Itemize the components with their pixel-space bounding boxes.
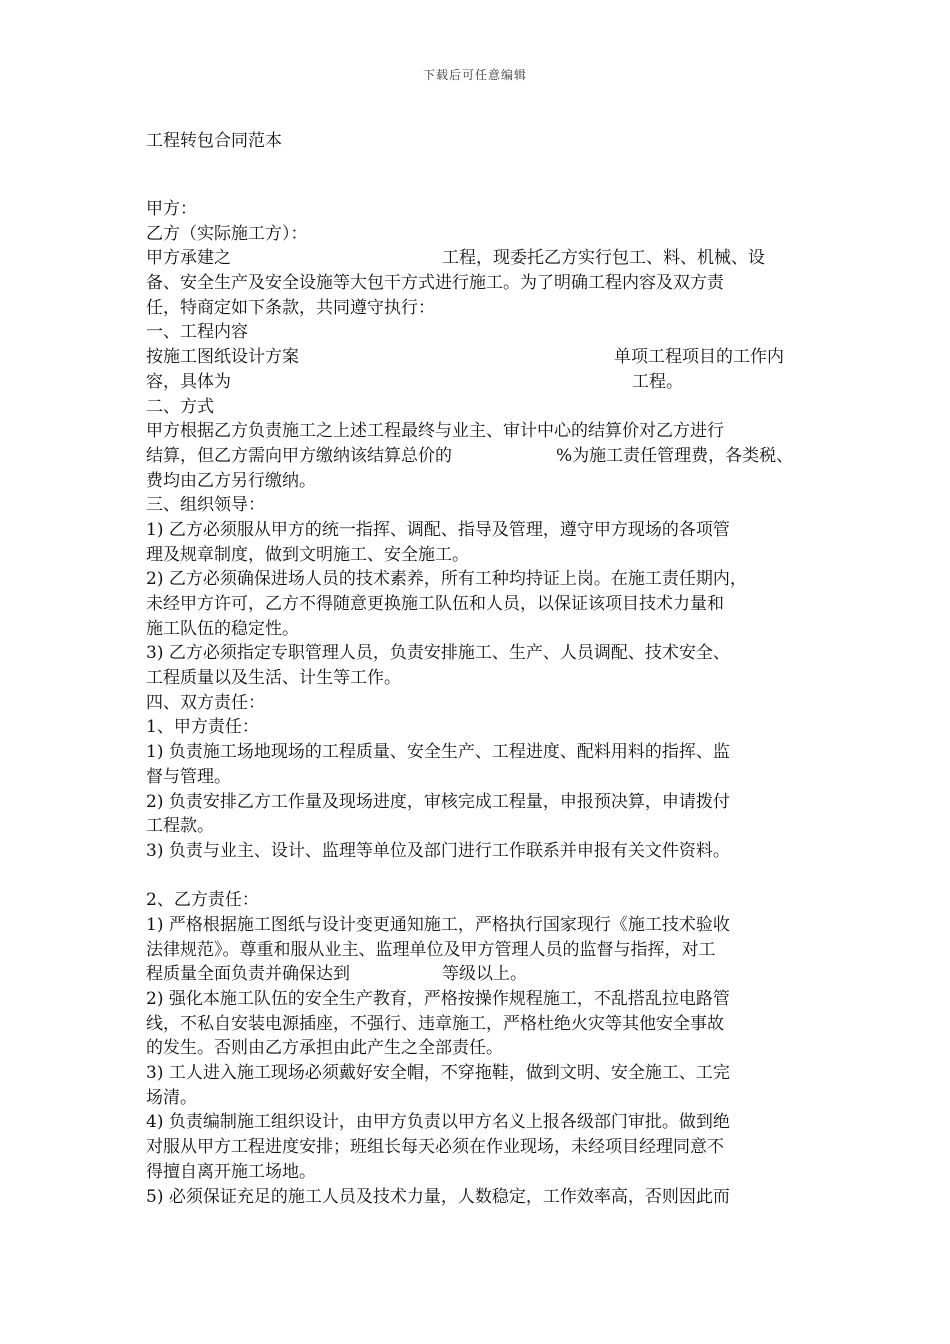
paragraph-line: 线，不私自安装电源插座，不强行、违章施工，严格杜绝火灾等其他安全事故	[146, 1013, 724, 1034]
paragraph-line	[146, 444, 816, 469]
paragraph-line	[146, 962, 816, 987]
section-heading: 二、方式	[146, 396, 214, 417]
document-body	[146, 197, 816, 1209]
paragraph-line: 3) 负责与业主、设计、监理等单位及部门进行工作联系并申报有关文件资料。	[146, 840, 730, 861]
paragraph-line: 1) 乙方必须服从甲方的统一指挥、调配、指导及管理，遵守甲方现场的各项管	[146, 519, 730, 540]
subsection-heading: 2、乙方责任：	[146, 890, 259, 911]
paragraph-line: 未经甲方许可，乙方不得随意更换施工队伍和人员，以保证该项目技术力量和	[146, 594, 724, 614]
text-fragment: 工程，现委托乙方实行包工、料、机械、设	[442, 248, 765, 269]
page-header: 下载后可任意编辑	[422, 68, 527, 82]
paragraph-line: 法律规范》。尊重和服从业主、监理单位及甲方管理人员的监督与指挥，对工	[146, 939, 716, 960]
document-title: 工程转包合同范本	[146, 131, 282, 151]
paragraph-line: 工程款。	[146, 816, 214, 837]
paragraph-line: 费均由乙方另行缴纳。	[146, 470, 316, 491]
paragraph-line: 5) 必须保证充足的施工人员及技术力量，人数稳定，工作效率高，否则因此而	[146, 1186, 730, 1207]
paragraph-line: 3) 乙方必须指定专职管理人员，负责安排施工、生产、人员调配、技术安全、	[146, 643, 730, 664]
intro-line	[146, 246, 816, 271]
section-heading: 四、双方责任：	[146, 692, 265, 713]
party-a-line: 甲方：	[146, 199, 197, 219]
paragraph-line: 2) 强化本施工队伍的安全生产教育，严格按操作规程施工，不乱搭乱拉电路管	[146, 989, 730, 1009]
paragraph-line: 1) 严格根据施工图纸与设计变更通知施工，严格执行国家现行《施工技术验收	[146, 914, 730, 935]
text-fragment: 按施工图纸设计方案	[146, 347, 299, 368]
party-b-line: 乙方（实际施工方）：	[146, 223, 308, 244]
paragraph-line: 甲方根据乙方负责施工之上述工程最终与业主、审计中心的结算价对乙方进行	[146, 421, 724, 442]
text-fragment: 甲方承建之	[146, 248, 231, 269]
text-fragment: 单项工程项目的工作内	[614, 347, 784, 368]
subsection-heading: 1、甲方责任：	[146, 717, 259, 738]
section-heading: 三、组织领导：	[146, 495, 265, 516]
intro-line: 任，特商定如下条款，共同遵守执行：	[146, 297, 435, 318]
paragraph-line: 场清。	[146, 1087, 197, 1108]
section-heading: 一、工程内容	[146, 322, 248, 343]
paragraph-line: 4) 负责编制施工组织设计，由甲方负责以甲方名义上报各级部门审批。做到绝	[146, 1112, 730, 1133]
text-fragment: 结算，但乙方需向甲方缴纳该结算总价的	[146, 445, 452, 466]
text-fragment: %为施工责任管理费，各类税、	[556, 445, 794, 466]
paragraph-line: 对服从甲方工程进度安排；班组长每天必须在作业现场，未经项目经理同意不	[146, 1137, 724, 1158]
text-fragment: 容，具体为	[146, 371, 231, 392]
blank-line	[146, 864, 816, 889]
intro-line: 备、安全生产及安全设施等大包干方式进行施工。为了明确工程内容及双方责	[146, 273, 724, 294]
paragraph-line: 督与管理。	[146, 766, 231, 787]
paragraph-line: 1) 负责施工场地现场的工程质量、安全生产、工程进度、配料用料的指挥、监	[146, 742, 730, 763]
paragraph-line: 理及规章制度，做到文明施工、安全施工。	[146, 544, 469, 565]
paragraph-line	[146, 370, 816, 395]
paragraph-line: 的发生。否则由乙方承担由此产生之全部责任。	[146, 1038, 503, 1059]
paragraph-line: 工程质量以及生活、计生等工作。	[146, 668, 401, 689]
paragraph-line: 得擅自离开施工场地。	[146, 1161, 316, 1182]
paragraph-line: 施工队伍的稳定性。	[146, 618, 299, 639]
paragraph-line: 2) 负责安排乙方工作量及现场进度，审核完成工程量，申报预决算，申请拨付	[146, 791, 730, 812]
text-fragment: 工程。	[632, 371, 683, 392]
paragraph-line: 2) 乙方必须确保进场人员的技术素养，所有工种均持证上岗。在施工责任期内，	[146, 569, 747, 590]
text-fragment: 等级以上。	[442, 964, 527, 985]
paragraph-line: 3) 工人进入施工现场必须戴好安全帽，不穿拖鞋，做到文明、安全施工、工完	[146, 1063, 730, 1084]
text-fragment: 程质量全面负责并确保达到	[146, 964, 350, 985]
paragraph-line	[146, 345, 816, 370]
